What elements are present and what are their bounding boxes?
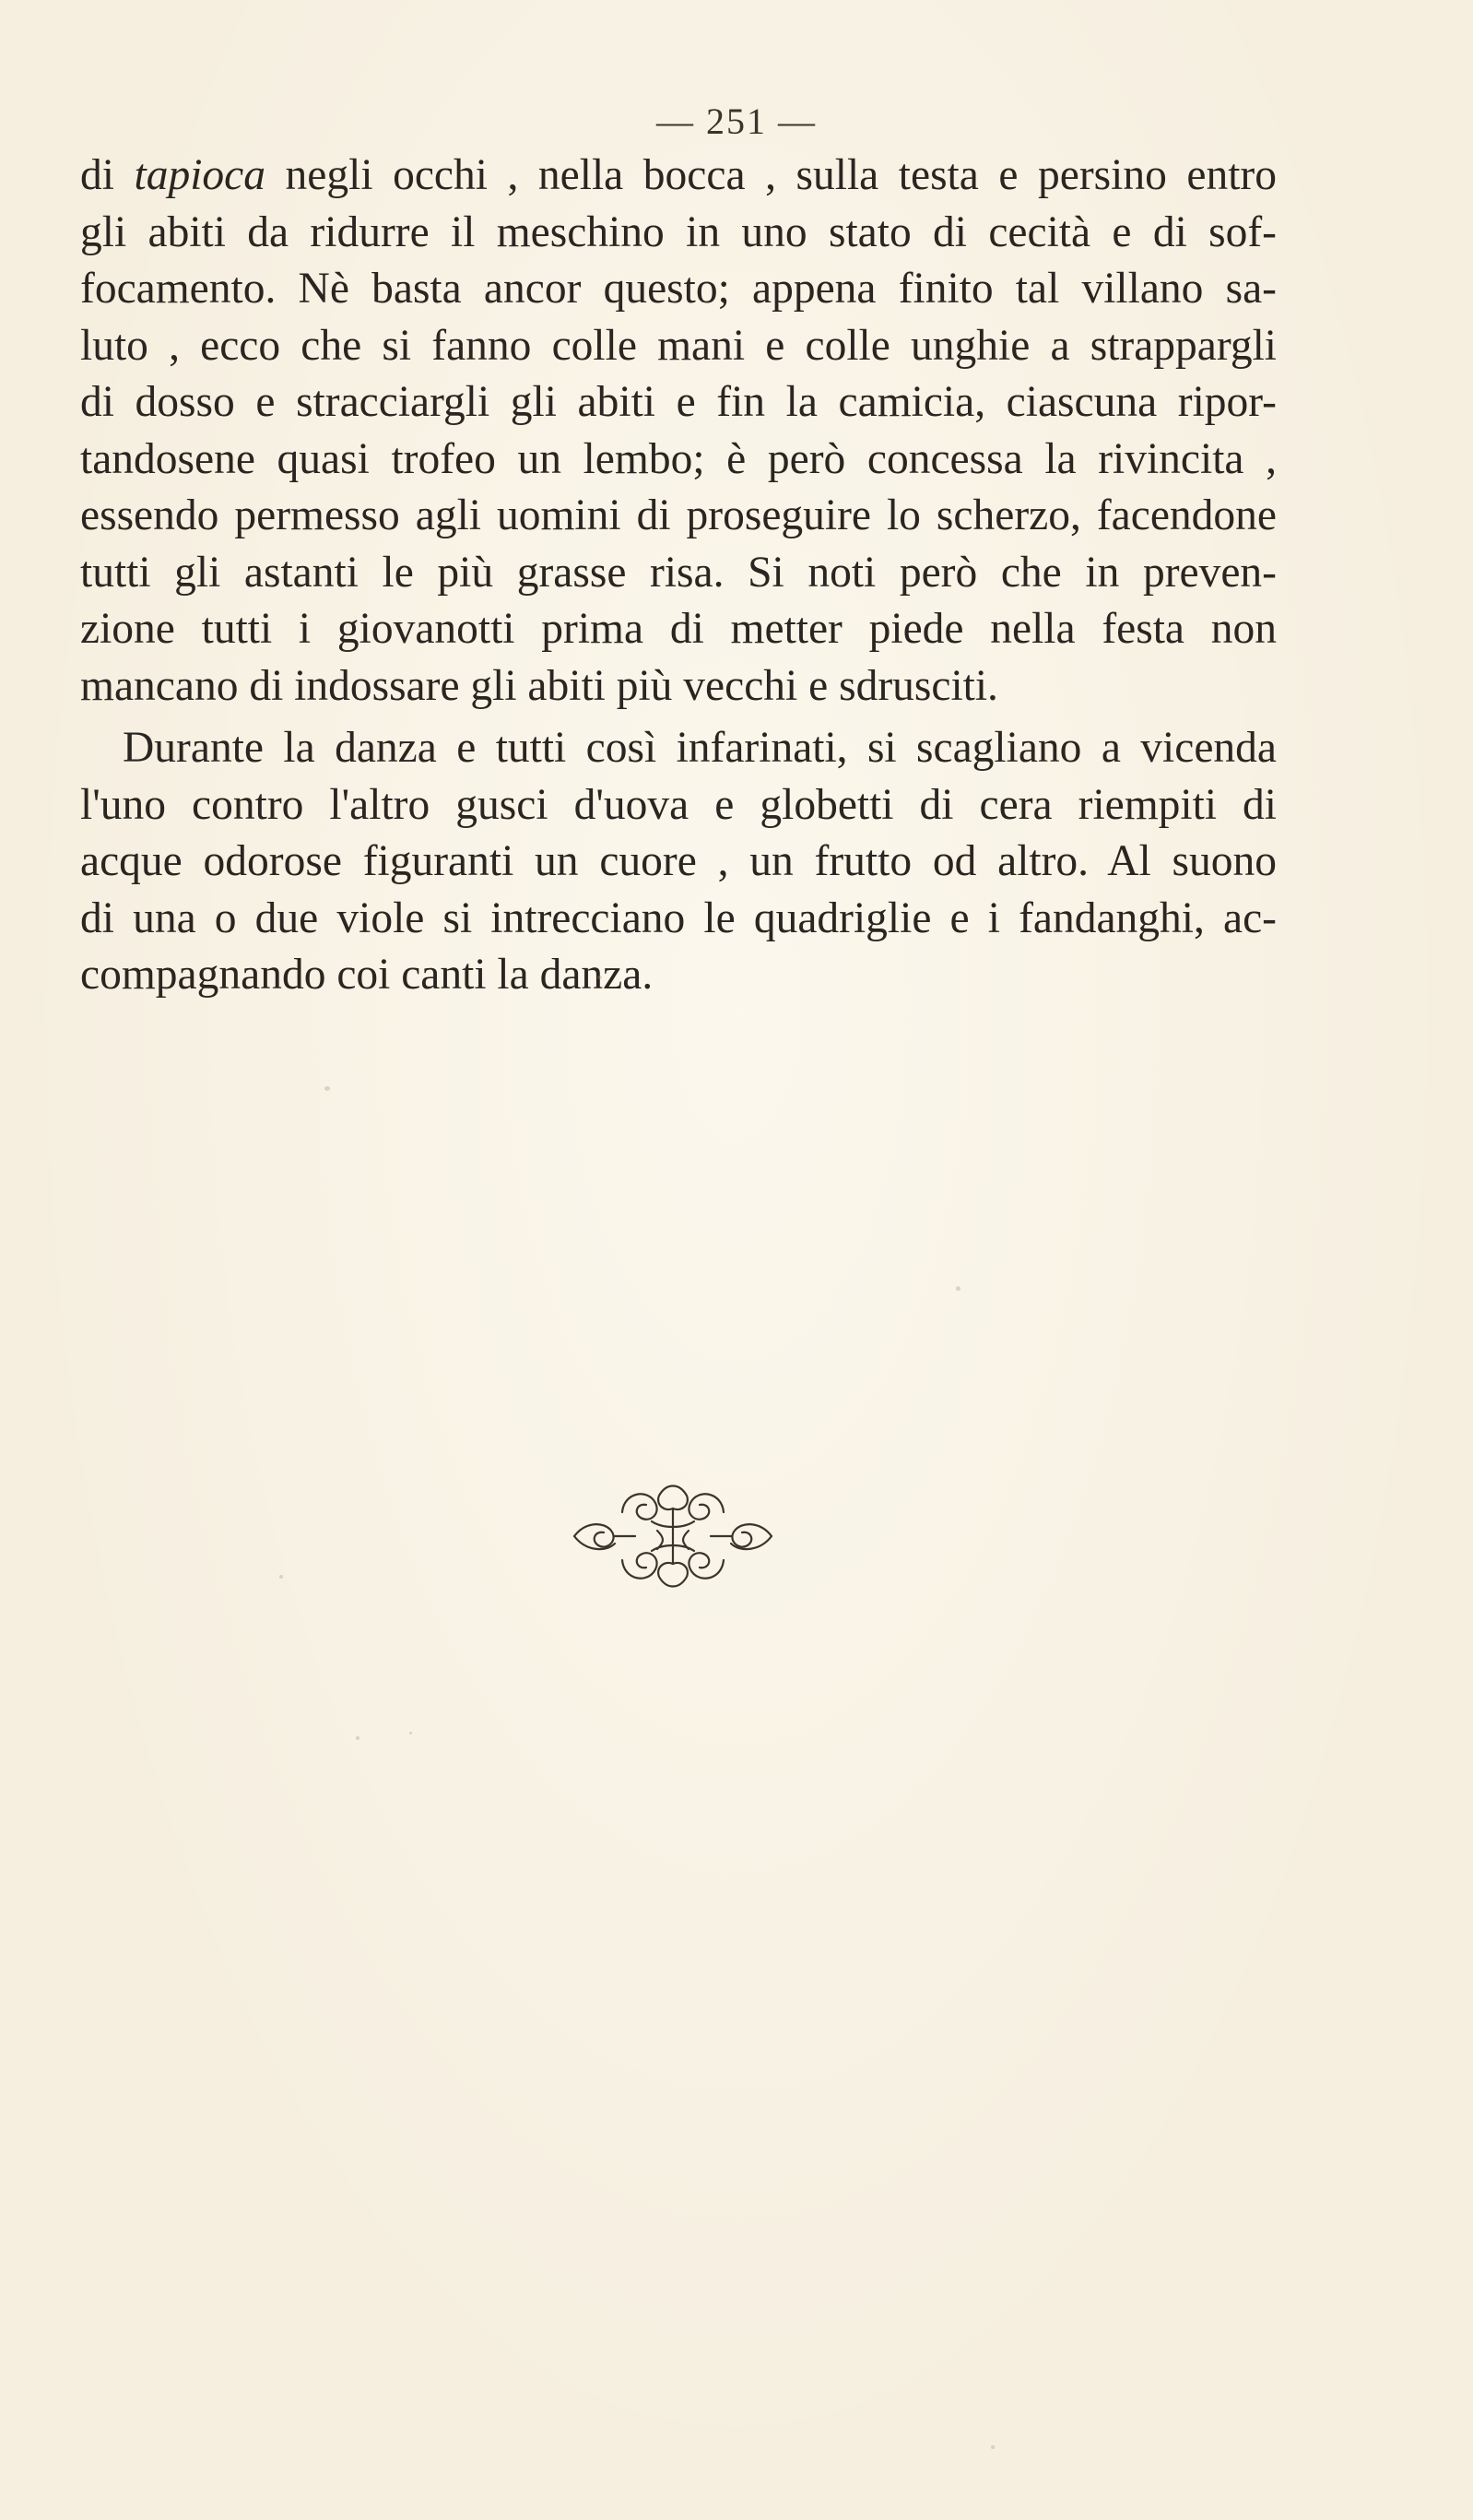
text-line <box>80 148 1277 205</box>
text-line: zione tutti i giovanotti prima di metter piede nella festa non <box>80 605 1277 653</box>
paper-speck <box>597 976 602 979</box>
text-run: negli occhi , nella bocca , sulla testa e persino entro <box>265 151 1278 199</box>
paper-speck <box>991 2445 995 2449</box>
text-line: di dosso e stracciargli gli abiti e fin la camicia, ciascuna ripor- <box>80 378 1277 426</box>
page-number: — 251 — <box>656 101 817 142</box>
text-line: Durante la danza e tutti così infarinati, si scagliano a vicenda <box>123 724 1277 772</box>
text-run: di <box>80 151 135 199</box>
text-line: luto , ecco che si fanno colle mani e colle unghie a strappargli <box>80 321 1277 370</box>
text-line: essendo permesso agli uomini di proseguire lo scherzo, facendone <box>80 491 1277 539</box>
fleuron-ornament-icon <box>567 1475 779 1595</box>
text-line: compagnando coi canti la danza. <box>80 951 654 999</box>
paper-speck <box>356 1736 359 1740</box>
italic-word: tapioca <box>134 151 265 199</box>
text-line: gli abiti da ridurre il meschino in uno stato di cecità e di sof- <box>80 207 1277 256</box>
text-line: l'uno contro l'altro gusci d'uova e globetti di cera riempiti di <box>80 780 1277 829</box>
paper-speck <box>956 1286 960 1291</box>
paragraph-2 <box>80 720 1277 1004</box>
paper-speck <box>409 1732 412 1734</box>
paragraph-1 <box>80 148 1277 715</box>
text-line: acque odorose figuranti un cuore , un frutto od altro. Al suono <box>80 837 1277 885</box>
text-line: mancano di indossare gli abiti più vecchi e sdrusciti. <box>80 661 998 710</box>
paper-speck <box>279 1575 283 1579</box>
text-line: tutti gli astanti le più grasse risa. Si noti però che in preven- <box>80 548 1277 597</box>
paper-speck <box>324 1086 330 1091</box>
text-line: di una o due viole si intrecciano le quadriglie e i fandanghi, ac- <box>80 893 1277 942</box>
text-line: tandosene quasi trofeo un lembo; è però concessa la rivincita , <box>80 434 1277 483</box>
body-text <box>80 148 1277 1004</box>
text-line: focamento. Nè basta ancor questo; appena finito tal villano sa- <box>80 265 1277 313</box>
